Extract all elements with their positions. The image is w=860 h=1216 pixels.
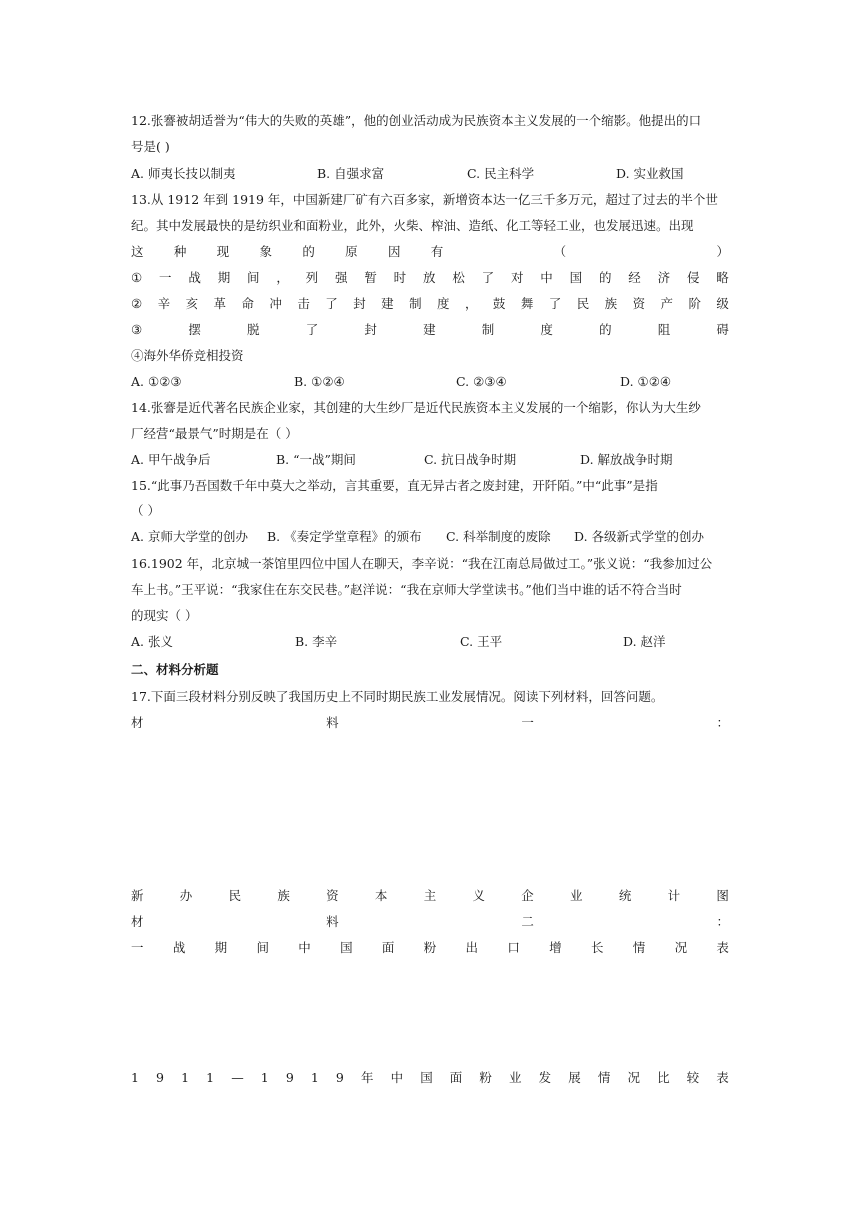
q13-item-4: ④海外华侨竞相投资 — [131, 348, 244, 363]
char: 展 — [568, 1070, 581, 1085]
q13-option-c: C. ②③④ — [456, 374, 507, 389]
char: 经 — [628, 270, 641, 285]
char: 料 — [326, 914, 339, 929]
char: ① — [131, 270, 143, 285]
char: 二 — [521, 914, 534, 929]
char: 击 — [297, 296, 310, 311]
q13-stem-line2: 纪。其中发展最快的是纺织业和面粉业，此外，火柴、榨油、造纸、化工等轻工业，也发展迅速。出现 — [131, 218, 694, 233]
char: 一 — [159, 270, 172, 285]
q16-stem-line3: 的现实（ ） — [131, 608, 198, 623]
char: 粉 — [479, 1070, 492, 1085]
char: 因 — [387, 244, 401, 259]
char: 情 — [597, 1070, 611, 1085]
char: 度 — [437, 296, 450, 311]
char: 表 — [716, 1070, 729, 1085]
char: 图 — [716, 888, 729, 903]
char: 鼓 — [492, 296, 506, 311]
char: 1 — [206, 1070, 215, 1085]
char: 民 — [576, 296, 590, 311]
char: 1 — [260, 1070, 269, 1085]
char: 间 — [247, 270, 260, 285]
char: 资 — [326, 888, 339, 903]
q15-option-c: C. 科举制度的废除 — [446, 529, 551, 544]
q13-item-2 — [131, 296, 729, 312]
char: 出 — [465, 940, 479, 955]
q14-option-b: B. “一战”期间 — [276, 452, 356, 467]
char: 长 — [590, 940, 604, 955]
char: 冲 — [269, 296, 282, 311]
char: 比 — [657, 1070, 670, 1085]
char: 资 — [632, 296, 646, 311]
char: 强 — [335, 270, 348, 285]
char: 材 — [131, 914, 144, 929]
char: 统 — [618, 888, 632, 903]
q12-stem-line2: 号是( ) — [131, 139, 170, 154]
char: 建 — [381, 296, 394, 311]
char: 间 — [256, 940, 269, 955]
char: 战 — [188, 270, 201, 285]
q13-option-a: A. ①②③ — [131, 374, 182, 389]
q16-option-c: C. 王平 — [460, 634, 503, 649]
char: 种 — [173, 244, 187, 259]
char: 企 — [521, 888, 534, 903]
char: 粉 — [423, 940, 437, 955]
char: 济 — [657, 270, 671, 285]
char: — — [231, 1070, 244, 1085]
char: 时 — [393, 270, 407, 285]
char: 制 — [481, 322, 495, 337]
char: 一 — [131, 940, 144, 955]
char: 国 — [420, 1070, 433, 1085]
char: 级 — [716, 296, 729, 311]
char: ： — [716, 715, 729, 730]
q12-option-c: C. 民主科学 — [467, 166, 535, 181]
char: 列 — [305, 270, 319, 285]
char: 中 — [540, 270, 553, 285]
q13-option-b: B. ①②④ — [294, 374, 345, 389]
char: 族 — [277, 888, 290, 903]
q15-option-d: D. 各级新式学堂的创办 — [574, 529, 705, 544]
material-1-caption — [131, 888, 729, 904]
q13-stem-line3 — [131, 244, 729, 260]
char: 表 — [716, 940, 729, 955]
q13-item-3 — [131, 322, 729, 338]
char: 摆 — [188, 322, 201, 337]
q16-option-a: A. 张义 — [131, 634, 173, 649]
q14-stem-line1: 14.张謇是近代著名民族企业家，其创建的大生纱厂是近代民族资本主义发展的一个缩影，你认为大生纱 — [131, 400, 701, 415]
char: 了 — [481, 270, 495, 285]
material-2-label — [131, 914, 729, 930]
char: 期 — [214, 940, 228, 955]
char: 年 — [360, 1070, 374, 1085]
char: 制 — [409, 296, 422, 311]
char: 况 — [627, 1070, 640, 1085]
char: 略 — [716, 270, 729, 285]
char: 9 — [285, 1070, 294, 1085]
char: 了 — [548, 296, 562, 311]
char: 发 — [538, 1070, 552, 1085]
q12-stem-line1: 12.张謇被胡适誉为“伟大的失败的英雄”，他的创业活动成为民族资本主义发展的一个缩影。他提出的口 — [131, 113, 702, 128]
char: 主 — [423, 888, 437, 903]
char: 的 — [598, 270, 612, 285]
char: 新 — [131, 888, 144, 903]
char: 中 — [390, 1070, 404, 1085]
char: 封 — [364, 322, 377, 337]
char: 国 — [340, 940, 353, 955]
q12-option-b: B. 自强求富 — [317, 166, 385, 181]
char: 计 — [667, 888, 681, 903]
material-1-label — [131, 715, 729, 731]
char: ② — [131, 296, 143, 311]
section-heading: 二、材料分析题 — [131, 662, 219, 677]
char: 材 — [131, 715, 144, 730]
char: （ — [553, 244, 567, 259]
char: 9 — [156, 1070, 164, 1085]
char: 料 — [326, 715, 339, 730]
char: 国 — [569, 270, 583, 285]
char: 现 — [216, 244, 230, 259]
char: 碍 — [716, 322, 729, 337]
char: 阶 — [688, 296, 701, 311]
q14-option-c: C. 抗日战争时期 — [424, 452, 517, 467]
char: 情 — [632, 940, 646, 955]
char: 1 — [181, 1070, 190, 1085]
q16-stem-line1: 16.1902 年，北京城一茶馆里四位中国人在聊天，李辛说：“我在江南总局做过工。”张义说：“我参加过公 — [131, 556, 713, 571]
char: 口 — [507, 940, 520, 955]
q14-stem-line2: 厂经营“最景气”时期是在（ ） — [131, 426, 298, 441]
q13-stem-line1: 13.从 1912 年到 1919 年，中国新建厂矿有六百多家，新增资本达一亿三千多万元，超过了过去的半个世 — [131, 192, 718, 207]
char: ， — [464, 296, 478, 311]
q17-stem-line1: 17.下面三段材料分别反映了我国历史上不同时期民族工业发展情况。阅读下列材料，回答问题。 — [131, 689, 664, 704]
char: 舞 — [520, 296, 534, 311]
char: 这 — [131, 244, 144, 259]
char: 封 — [353, 296, 366, 311]
char: 一 — [521, 715, 534, 730]
q15-option-b: B. 《奏定学堂章程》的颁布 — [267, 529, 422, 544]
q16-stem-line2: 车上书。”王平说：“我家住在东交民巷。”赵洋说：“我在京师大学堂读书。”他们当中谁的话不符合当时 — [131, 582, 682, 597]
q12-option-a: A. 师夷长技以制夷 — [131, 166, 236, 181]
char: 松 — [452, 270, 465, 285]
char: ③ — [131, 322, 143, 337]
q13-option-d: D. ①②④ — [620, 374, 672, 389]
char: 9 — [335, 1070, 344, 1085]
q15-stem-line1: 15.“此事乃吾国数千年中莫大之举动，言其重要，直无异古者之废封建，开阡陌。”中“此事”是指 — [131, 478, 658, 493]
q12-option-d: D. 实业救国 — [616, 166, 684, 181]
char: 面 — [381, 940, 395, 955]
material-3-caption — [131, 1070, 729, 1086]
char: 民 — [228, 888, 242, 903]
char: 1 — [131, 1070, 139, 1085]
q13-item-1 — [131, 270, 729, 286]
char: 义 — [472, 888, 485, 903]
char: 较 — [686, 1070, 700, 1085]
char: 度 — [540, 322, 553, 337]
q15-option-a: A. 京师大学堂的创办 — [131, 529, 248, 544]
material-2-caption — [131, 940, 729, 956]
char: 业 — [570, 888, 583, 903]
char: 了 — [305, 322, 319, 337]
char: 的 — [302, 244, 315, 259]
char: 面 — [449, 1070, 463, 1085]
q15-stem-line2: （ ） — [131, 503, 160, 518]
char: 况 — [674, 940, 688, 955]
char: 办 — [179, 888, 193, 903]
char: 了 — [325, 296, 338, 311]
char: 暂 — [364, 270, 377, 285]
char: 辛 — [157, 296, 171, 311]
q16-option-b: B. 李辛 — [295, 634, 338, 649]
q16-option-d: D. 赵洋 — [623, 634, 666, 649]
char: ： — [716, 914, 729, 929]
char: 产 — [660, 296, 674, 311]
char: ， — [276, 270, 289, 285]
char: 业 — [509, 1070, 522, 1085]
char: 阻 — [657, 322, 671, 337]
char: 有 — [430, 244, 444, 259]
char: 族 — [604, 296, 618, 311]
char: 侵 — [686, 270, 700, 285]
char: 命 — [241, 296, 254, 311]
char: 象 — [259, 244, 272, 259]
char: 革 — [213, 296, 227, 311]
char: 亥 — [185, 296, 199, 311]
char: 本 — [374, 888, 388, 903]
char: 中 — [298, 940, 311, 955]
char: 增 — [549, 940, 562, 955]
char: 脱 — [247, 322, 260, 337]
char: 的 — [599, 322, 612, 337]
q14-option-d: D. 解放战争时期 — [580, 452, 673, 467]
char: ） — [716, 244, 729, 259]
char: 1 — [310, 1070, 319, 1085]
char: 期 — [217, 270, 231, 285]
char: 放 — [422, 270, 436, 285]
char: 战 — [172, 940, 186, 955]
char: 对 — [510, 270, 524, 285]
q14-option-a: A. 甲午战争后 — [131, 452, 211, 467]
char: 建 — [423, 322, 436, 337]
char: 原 — [345, 244, 358, 259]
